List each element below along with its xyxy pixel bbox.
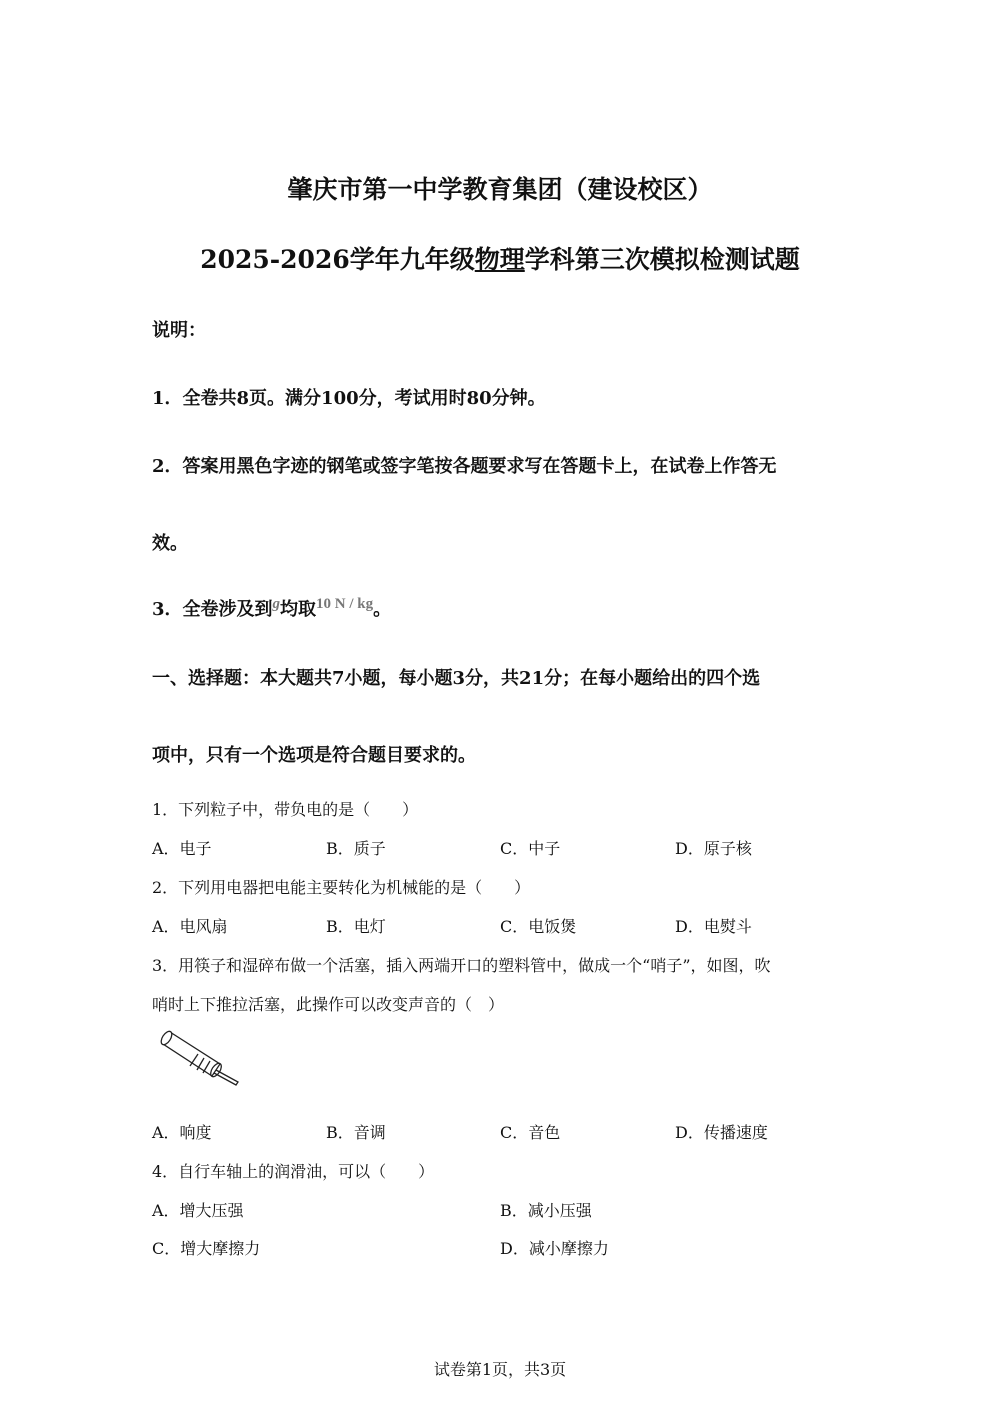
instruction-item-1: 1．全卷共8页。满分100分，考试用时80分钟。 bbox=[152, 388, 546, 409]
question-4-option-c: C．增大摩擦力 bbox=[152, 1239, 261, 1258]
question-2-option-a: A．电风扇 bbox=[152, 917, 228, 936]
question-1-option-c: C．中子 bbox=[500, 839, 561, 858]
question-2-stem: 2．下列用电器把电能主要转化为机械能的是（ ） bbox=[152, 878, 531, 897]
exam-title-suffix: 学科第三次模拟检测试题 bbox=[524, 245, 800, 274]
section-heading: 一、选择题：本大题共7小题，每小题3分，共21分；在每小题给出的四个选 bbox=[152, 668, 761, 689]
question-3-stem-cont: 哨时上下推拉活塞，此操作可以改变声音的（ ） bbox=[152, 995, 505, 1014]
instruction-item-3-mid: 均取 bbox=[280, 599, 317, 620]
question-1-option-d: D．原子核 bbox=[675, 839, 752, 858]
exam-title bbox=[0, 240, 1000, 276]
instruction-item-3 bbox=[152, 595, 391, 621]
instruction-item-3-end: 。 bbox=[373, 599, 392, 620]
question-3-option-a: A．响度 bbox=[152, 1123, 212, 1142]
question-4-option-a: A．增大压强 bbox=[152, 1201, 244, 1220]
exam-school-title: 肇庆市第一中学教育集团（建设校区） bbox=[287, 175, 713, 204]
section-heading-cont: 项中，只有一个选项是符合题目要求的。 bbox=[152, 745, 476, 766]
question-1-option-a: A．电子 bbox=[152, 839, 212, 858]
question-2-option-b: B．电灯 bbox=[326, 917, 386, 936]
formula-g: g bbox=[272, 596, 281, 612]
instruction-item-2-cont: 效。 bbox=[152, 533, 188, 554]
question-4-stem: 4．自行车轴上的润滑油，可以（ ） bbox=[152, 1162, 435, 1181]
question-1-stem: 1．下列粒子中，带负电的是（ ） bbox=[152, 800, 419, 819]
question-1-option-b: B．质子 bbox=[326, 839, 386, 858]
instruction-item-2: 2．答案用黑色字迹的钢笔或签字笔按各题要求写在答题卡上，在试卷上作答无 bbox=[152, 456, 777, 477]
question-4-option-d: D．减小摩擦力 bbox=[500, 1239, 609, 1258]
question-3-option-d: D．传播速度 bbox=[675, 1123, 768, 1142]
question-4-option-b: B．减小压强 bbox=[500, 1201, 592, 1220]
exam-subject: 物理 bbox=[474, 245, 525, 274]
question-2-option-d: D．电熨斗 bbox=[675, 917, 752, 936]
instructions-heading: 说明： bbox=[152, 320, 206, 341]
question-3-option-b: B．音调 bbox=[326, 1123, 386, 1142]
formula-g-value: 10 N / kg bbox=[316, 596, 374, 612]
page-footer: 试卷第1页，共3页 bbox=[433, 1360, 567, 1379]
instruction-item-3-prefix: 3．全卷涉及到 bbox=[152, 599, 273, 620]
question-3-stem: 3．用筷子和湿碎布做一个活塞，插入两端开口的塑料管中，做成一个“哨子”，如图，吹 bbox=[152, 956, 771, 975]
question-2-option-c: C．电饭煲 bbox=[500, 917, 577, 936]
question-3-option-c: C．音色 bbox=[500, 1123, 561, 1142]
exam-title-prefix: 2025-2026学年九年级 bbox=[200, 245, 475, 274]
whistle-figure bbox=[160, 1022, 246, 1088]
